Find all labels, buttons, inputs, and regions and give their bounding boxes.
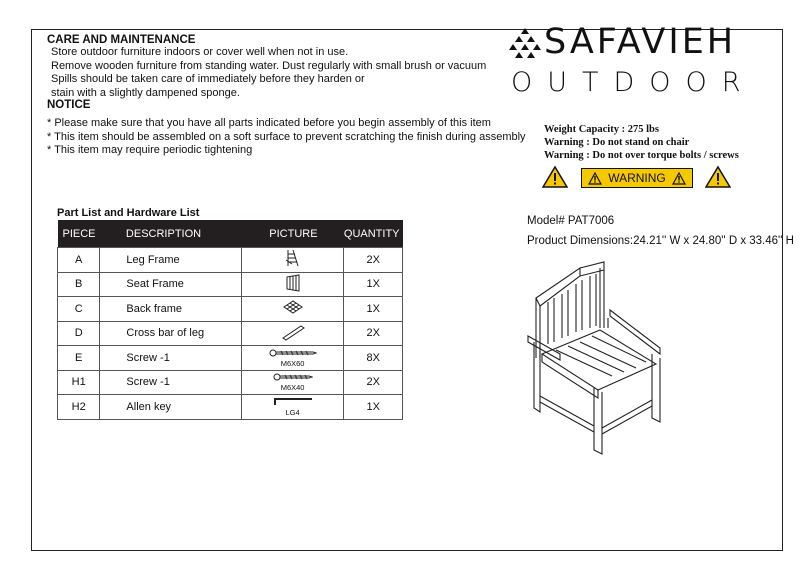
description-cell: Cross bar of leg bbox=[100, 321, 241, 346]
care-line: stain with a slightly dampened sponge. bbox=[51, 86, 240, 99]
brand-sub: OUTDOOR bbox=[511, 67, 756, 98]
warning-banner bbox=[581, 168, 693, 188]
brand-name: SAFAVIEH bbox=[544, 22, 737, 62]
brand-logo-icon bbox=[507, 26, 543, 60]
product-dimensions: Product Dimensions:24.21'' W x 24.80'' D x 33.46'' H bbox=[527, 235, 794, 247]
description-cell: Seat Frame bbox=[100, 272, 241, 297]
notice-line: * This item should be assembled on a soft surface to prevent scratching the finish during assembly bbox=[47, 130, 526, 143]
back-frame-icon bbox=[282, 298, 304, 316]
header-piece: PIECE bbox=[58, 220, 100, 248]
table-row bbox=[58, 272, 403, 297]
care-text bbox=[51, 46, 486, 100]
notice-text bbox=[47, 117, 526, 158]
table-row bbox=[58, 248, 403, 273]
warning-triangle-icon bbox=[705, 165, 731, 189]
screw-size-label: M6X60 bbox=[280, 358, 305, 368]
warning-triangle-icon bbox=[672, 172, 686, 185]
quantity-cell: 2X bbox=[344, 248, 403, 273]
header-description: DESCRIPTION bbox=[100, 220, 241, 248]
description-cell: Back frame bbox=[100, 297, 241, 322]
picture-cell bbox=[241, 370, 344, 395]
picture-cell bbox=[241, 297, 344, 322]
piece-cell: D bbox=[58, 321, 100, 346]
quantity-cell: 8X bbox=[344, 346, 403, 371]
table-row bbox=[58, 395, 403, 420]
quantity-cell: 1X bbox=[344, 297, 403, 322]
piece-cell: H1 bbox=[58, 370, 100, 395]
model-number: Model# PAT7006 bbox=[527, 215, 615, 227]
description-cell: Screw -1 bbox=[100, 370, 241, 395]
care-heading: CARE AND MAINTENANCE bbox=[47, 34, 196, 46]
parts-table bbox=[57, 220, 403, 420]
quantity-cell: 1X bbox=[344, 272, 403, 297]
picture-cell bbox=[241, 248, 344, 273]
notice-heading: NOTICE bbox=[47, 99, 91, 111]
picture-cell bbox=[241, 346, 344, 371]
table-row bbox=[58, 321, 403, 346]
description-cell: Allen key bbox=[100, 395, 241, 420]
description-cell: Leg Frame bbox=[100, 248, 241, 273]
allen-key-size-label: LG4 bbox=[285, 407, 300, 417]
quantity-cell: 2X bbox=[344, 370, 403, 395]
piece-cell: H2 bbox=[58, 395, 100, 420]
header-picture: PICTURE bbox=[241, 220, 344, 248]
allen-key-icon bbox=[272, 397, 314, 406]
header-quantity: QUANTITY bbox=[344, 220, 403, 248]
warning-torque: Warning : Do not over torque bolts / screws bbox=[544, 150, 739, 161]
table-row bbox=[58, 346, 403, 371]
cross-bar-icon bbox=[280, 323, 306, 341]
description-cell: Screw -1 bbox=[100, 346, 241, 371]
warning-banner-text: WARNING bbox=[608, 171, 666, 185]
quantity-cell: 2X bbox=[344, 321, 403, 346]
warning-stand: Warning : Do not stand on chair bbox=[544, 137, 690, 148]
screw-size-label: M6X40 bbox=[280, 383, 305, 393]
warning-triangle-icon bbox=[542, 165, 568, 189]
parts-header-row bbox=[58, 220, 403, 248]
notice-line: * This item may require periodic tightening bbox=[47, 144, 253, 156]
warning-triangle-icon bbox=[588, 172, 602, 185]
care-line: Store outdoor furniture indoors or cover well when not in use. bbox=[51, 46, 349, 58]
table-row bbox=[58, 370, 403, 395]
leg-frame-icon bbox=[283, 248, 303, 268]
seat-frame-icon bbox=[283, 273, 303, 293]
table-row bbox=[58, 297, 403, 322]
care-line: Spills should be taken care of immediately before they harden or bbox=[51, 73, 365, 85]
picture-cell bbox=[241, 321, 344, 346]
chair-illustration bbox=[520, 258, 680, 458]
screw-icon bbox=[269, 349, 317, 357]
piece-cell: A bbox=[58, 248, 100, 273]
quantity-cell: 1X bbox=[344, 395, 403, 420]
piece-cell: C bbox=[58, 297, 100, 322]
care-line: Remove wooden furniture from standing water. Dust regularly with small brush or vacuum bbox=[51, 59, 487, 72]
picture-cell bbox=[241, 272, 344, 297]
notice-line: * Please make sure that you have all parts indicated before you begin assembly of this item bbox=[47, 117, 491, 129]
screw-icon bbox=[273, 373, 313, 381]
piece-cell: B bbox=[58, 272, 100, 297]
weight-capacity: Weight Capacity : 275 lbs bbox=[544, 124, 659, 135]
piece-cell: E bbox=[58, 346, 100, 371]
parts-list-title: Part List and Hardware List bbox=[57, 207, 200, 219]
picture-cell bbox=[241, 395, 344, 420]
